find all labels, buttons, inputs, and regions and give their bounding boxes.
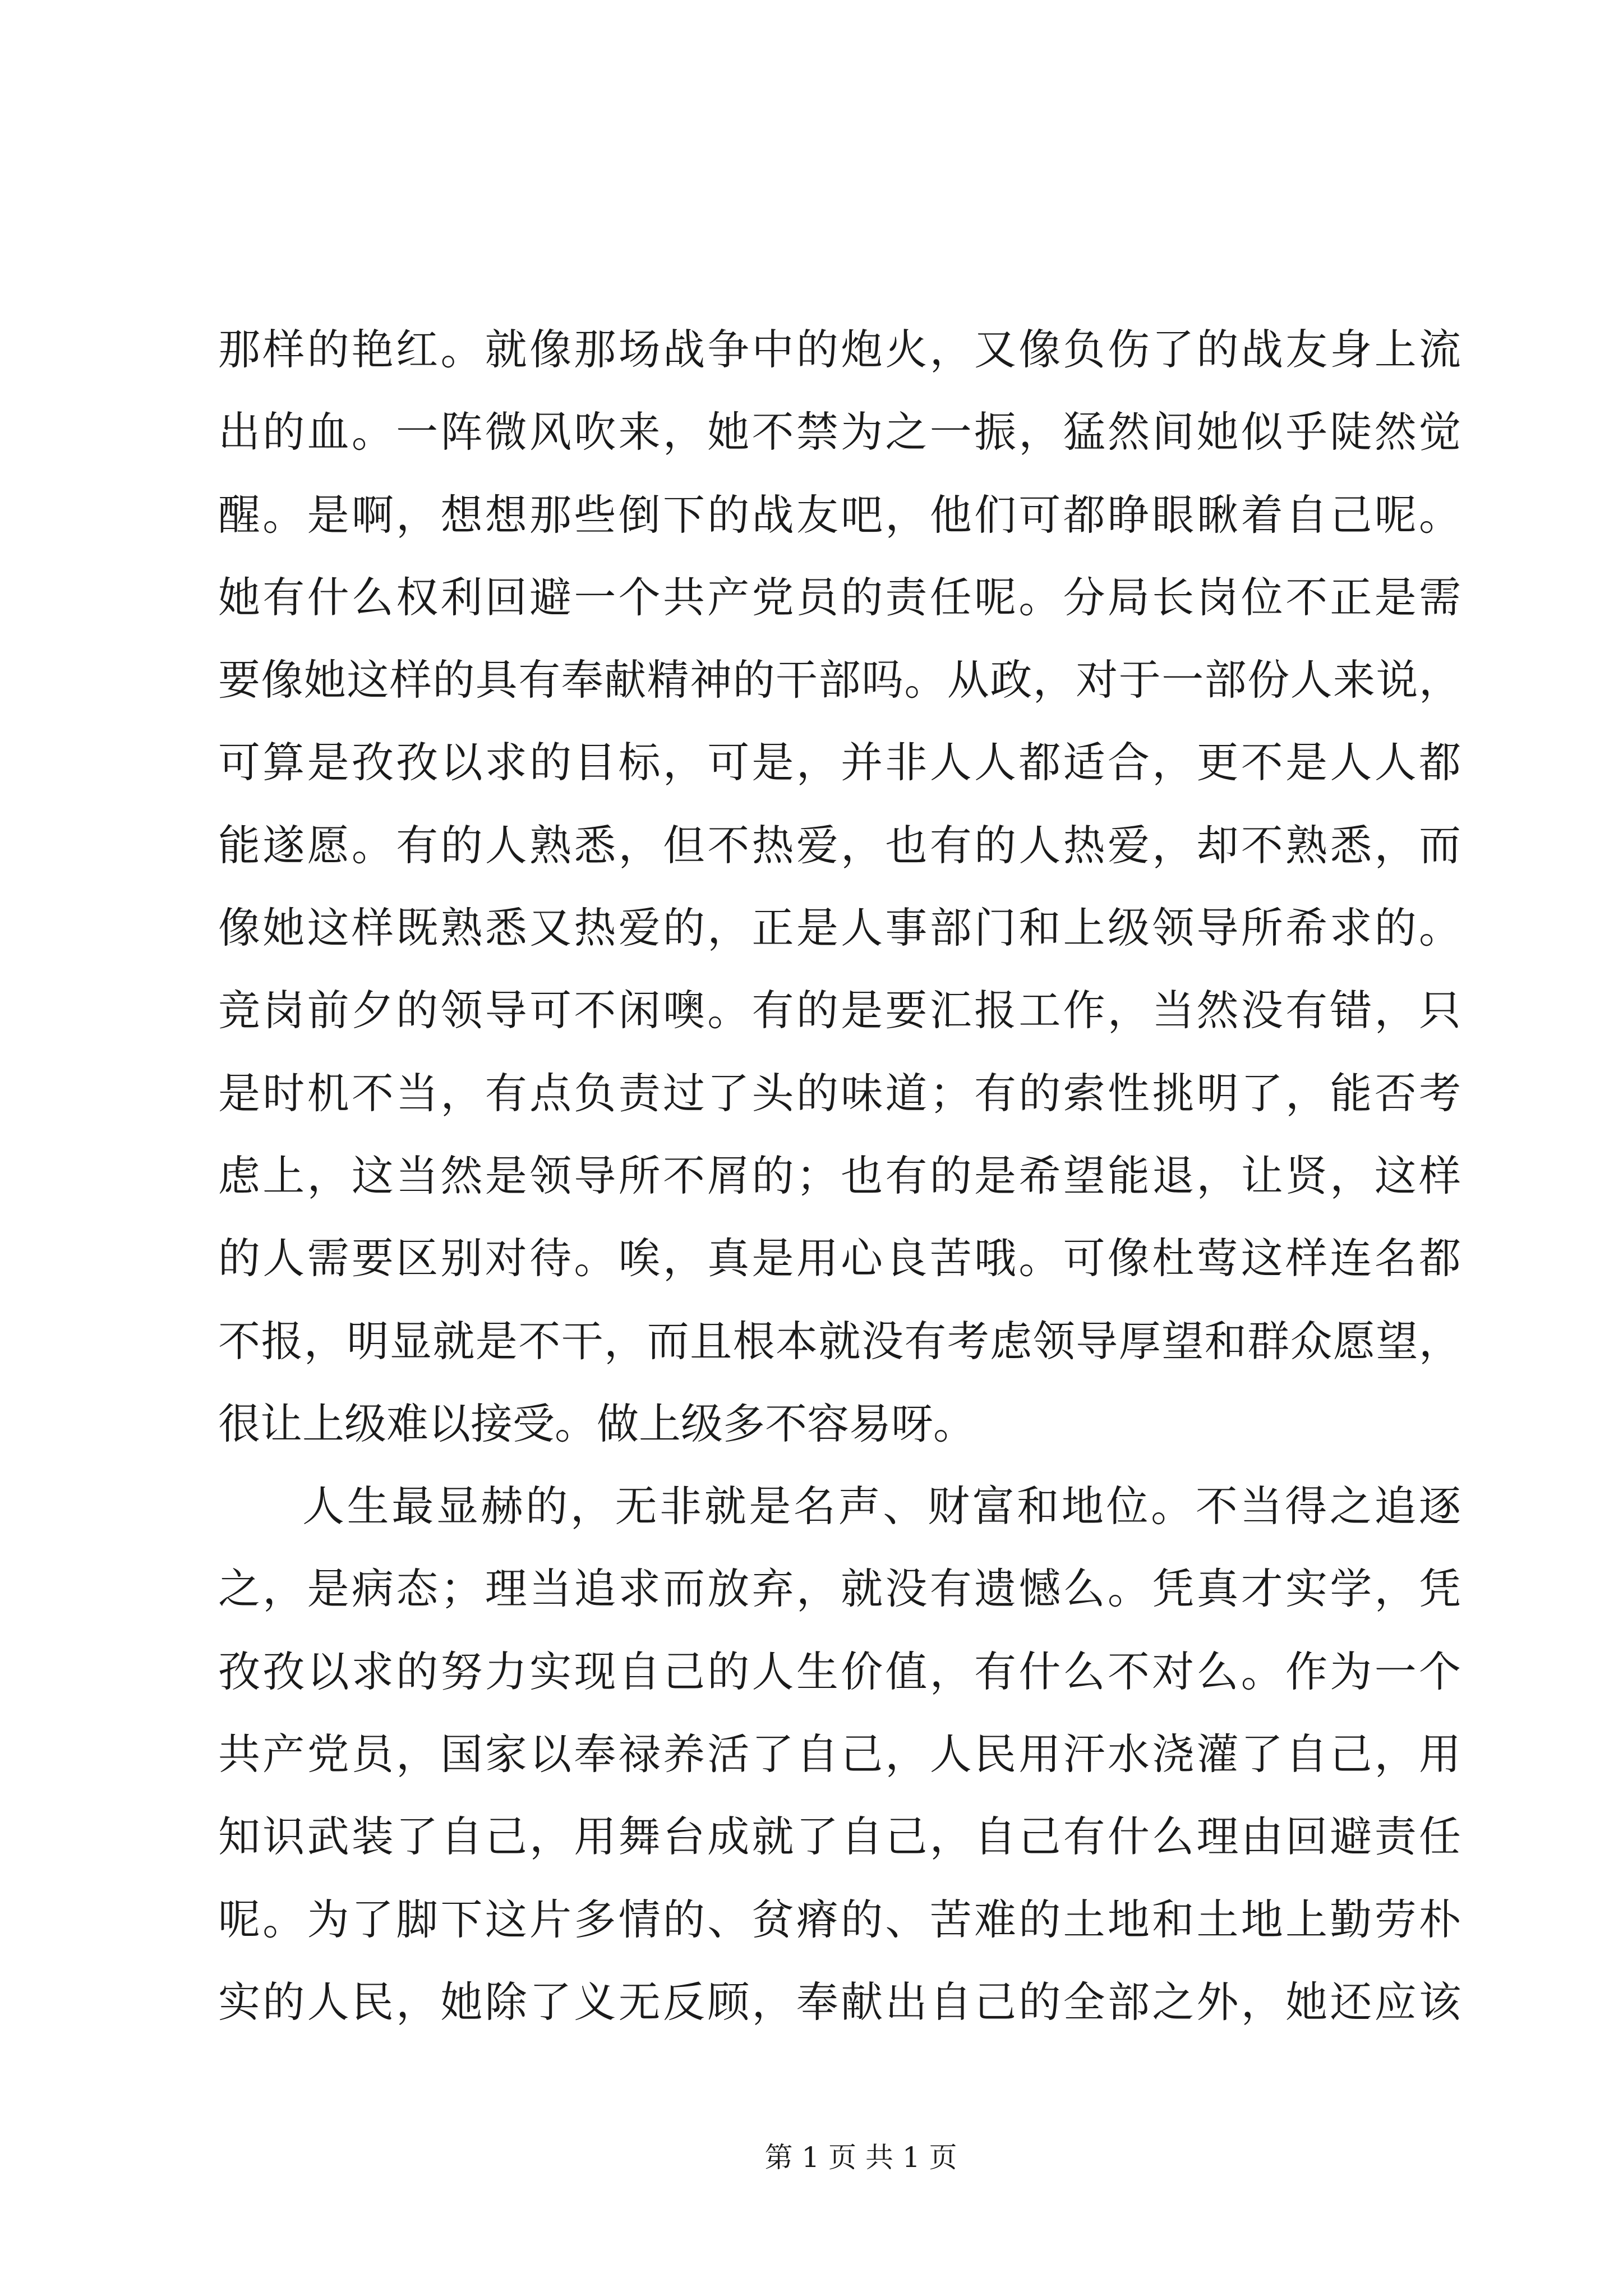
text-line: 呢。为了脚下这片多情的、贫瘠的、苦难的土地和土地上勤劳朴: [218, 1894, 1461, 1944]
text-line: 之，是病态；理当追求而放弃，就没有遗憾么。凭真才实学，凭: [218, 1564, 1461, 1614]
text-line: 要像她这样的具有奉献精神的干部吗。从政，对于一部份人来说，: [218, 655, 1461, 705]
text-line: 很让上级难以接受。做上级多不容易呀。: [218, 1398, 976, 1448]
text-line: 能遂愿。有的人熟悉，但不热爱，也有的人热爱，却不熟悉，而: [218, 820, 1461, 870]
text-line: 实的人民，她除了义无反顾，奉献出自己的全部之外，她还应该: [218, 1977, 1461, 2027]
text-line: 人生最显赫的，无非就是名声、财富和地位。不当得之追逐: [302, 1481, 1461, 1531]
text-line: 可算是孜孜以求的目标，可是，并非人人都适合，更不是人人都: [218, 738, 1461, 788]
text-line: 的人需要区别对待。唉，真是用心良苦哦。可像杜莺这样连名都: [218, 1234, 1461, 1283]
paragraph: [218, 309, 1461, 1465]
text-line: 醒。是啊，想想那些倒下的战友吧，他们可都睁眼瞅着自己呢。: [218, 490, 1461, 540]
text-line: 共产党员，国家以奉禄养活了自己，人民用汗水浇灌了自己，用: [218, 1729, 1461, 1779]
text-line: 像她这样既熟悉又热爱的，正是人事部门和上级领导所希求的。: [218, 903, 1461, 953]
text-line: 不报，明显就是不干，而且根本就没有考虑领导厚望和群众愿望，: [218, 1316, 1461, 1366]
text-line: 孜孜以求的努力实现自己的人生价值，有什么不对么。作为一个: [218, 1646, 1461, 1696]
text-line: 那样的艳红。就像那场战争中的炮火，又像负伤了的战友身上流: [218, 325, 1461, 374]
text-line: 知识武装了自己，用舞台成就了自己，自己有什么理由回避责任: [218, 1812, 1461, 1862]
text-line: 虑上，这当然是领导所不屑的；也有的是希望能退，让贤，这样: [218, 1151, 1461, 1200]
text-line: 她有什么权利回避一个共产党员的责任呢。分局长岗位不正是需: [218, 572, 1461, 622]
text-line: 是时机不当，有点负责过了头的味道；有的索性挑明了，能否考: [218, 1068, 1461, 1118]
body-text: [218, 309, 1461, 2044]
page-footer: 第 1 页 共 1 页: [764, 2141, 957, 2174]
paragraph: [218, 1465, 1461, 2044]
text-line: 出的血。一阵微风吹来，她不禁为之一振，猛然间她似乎陡然觉: [218, 407, 1461, 457]
text-line: 竞岗前夕的领导可不闲噢。有的是要汇报工作，当然没有错，只: [218, 986, 1461, 1036]
